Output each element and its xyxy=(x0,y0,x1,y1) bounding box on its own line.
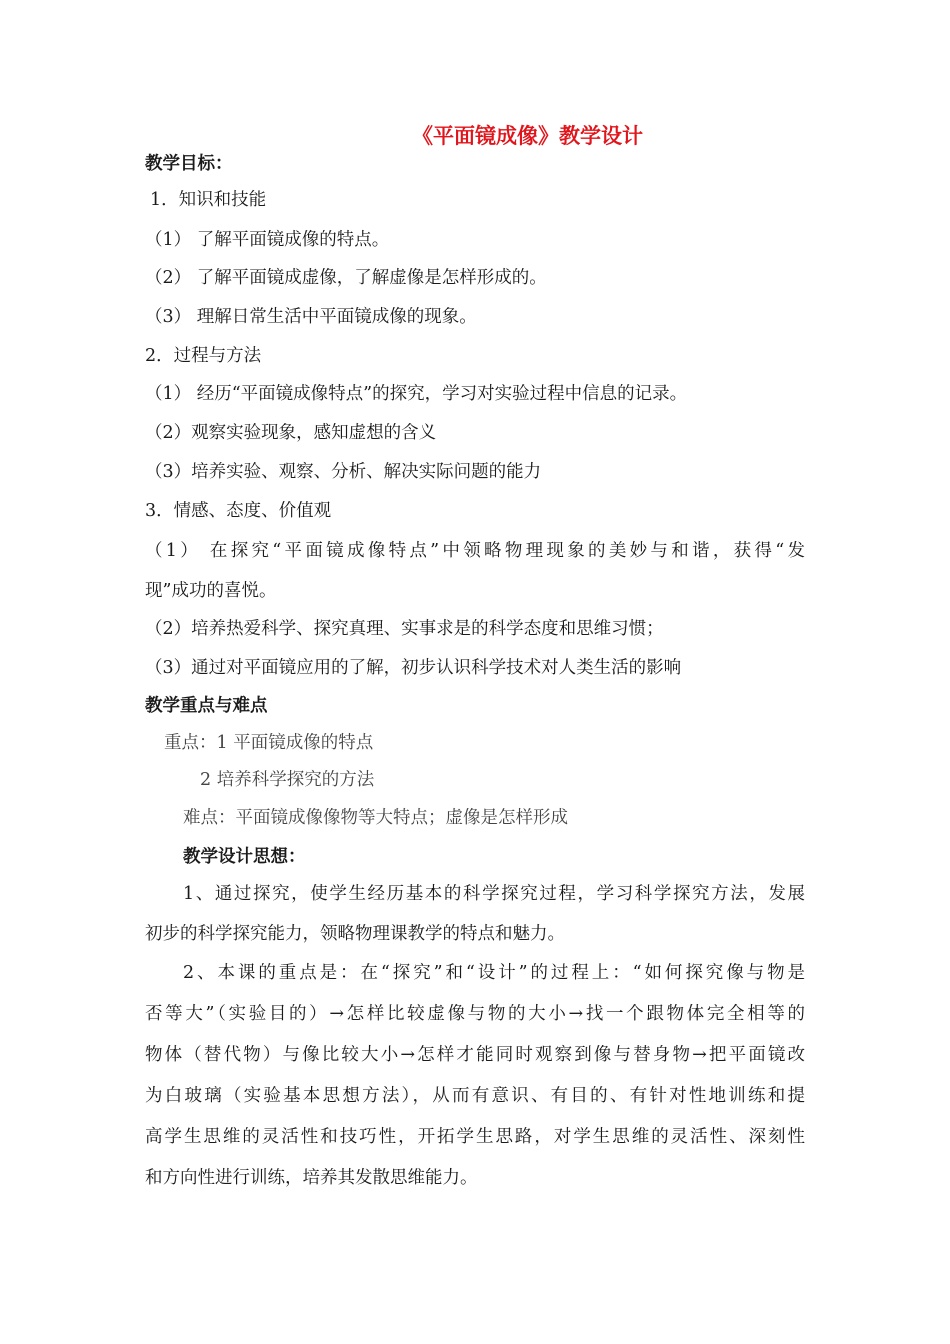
design-p2-line-3: 物体（替代物）与像比较大小→怎样才能同时观察到像与替身物→把平面镜改 xyxy=(145,1045,805,1065)
section-values-title: 3．情感、态度、价值观 xyxy=(145,501,332,521)
process-item-3: （3）培养实验、观察、分析、解决实际问题的能力 xyxy=(145,462,542,482)
values-item-1-line-1: （1） 在探究“平面镜成像特点”中领略物理现象的美妙与和谐，获得“发 xyxy=(145,541,805,561)
key-points-heading: 教学重点与难点 xyxy=(145,696,268,716)
values-item-3: （3）通过对平面镜应用的了解，初步认识科学技术对人类生活的影响 xyxy=(145,658,682,678)
knowledge-item-1: （1） 了解平面镜成像的特点。 xyxy=(145,230,390,250)
difficulty-point: 难点：平面镜成像像物等大特点；虚像是怎样形成 xyxy=(183,808,568,828)
values-item-1-line-2: 现”成功的喜悦。 xyxy=(145,581,277,601)
values-item-2: （2）培养热爱科学、探究真理、实事求是的科学态度和思维习惯； xyxy=(145,619,664,639)
focus-point-2: 2 培养科学探究的方法 xyxy=(200,770,375,790)
design-p2-line-1: 2、本课的重点是：在“探究”和“设计”的过程上：“如何探究像与物是 xyxy=(183,963,805,983)
design-p1-line-2: 初步的科学探究能力，领略物理课教学的特点和魅力。 xyxy=(145,924,565,944)
design-p2-line-6: 和方向性进行训练，培养其发散思维能力。 xyxy=(145,1168,478,1188)
objectives-heading: 教学目标： xyxy=(145,154,233,174)
design-p2-line-2: 否等大”（实验目的）→怎样比较虚像与物的大小→找一个跟物体完全相等的 xyxy=(145,1004,805,1024)
design-p2-line-4: 为白玻璃（实验基本思想方法），从而有意识、有目的、有针对性地训练和提 xyxy=(145,1086,805,1106)
design-p1-line-1: 1、通过探究，使学生经历基本的科学探究过程，学习科学探究方法，发展 xyxy=(183,884,805,904)
process-item-2: （2）观察实验现象，感知虚想的含义 xyxy=(145,423,437,443)
design-p2-line-5: 高学生思维的灵活性和技巧性，开拓学生思路，对学生思维的灵活性、深刻性 xyxy=(145,1127,805,1147)
section-knowledge-title: 1．知识和技能 xyxy=(150,190,267,210)
process-item-1: （1） 经历“平面镜成像特点”的探究，学习对实验过程中信息的记录。 xyxy=(145,384,688,404)
knowledge-item-2: （2） 了解平面镜成虚像，了解虚像是怎样形成的。 xyxy=(145,268,547,288)
knowledge-item-3: （3） 理解日常生活中平面镜成像的现象。 xyxy=(145,307,477,327)
design-heading: 教学设计思想： xyxy=(183,847,306,867)
document-title: 《平面镜成像》教学设计 xyxy=(412,123,643,148)
focus-point-1: 重点：1 平面镜成像的特点 xyxy=(164,733,374,753)
section-process-title: 2．过程与方法 xyxy=(145,346,262,366)
